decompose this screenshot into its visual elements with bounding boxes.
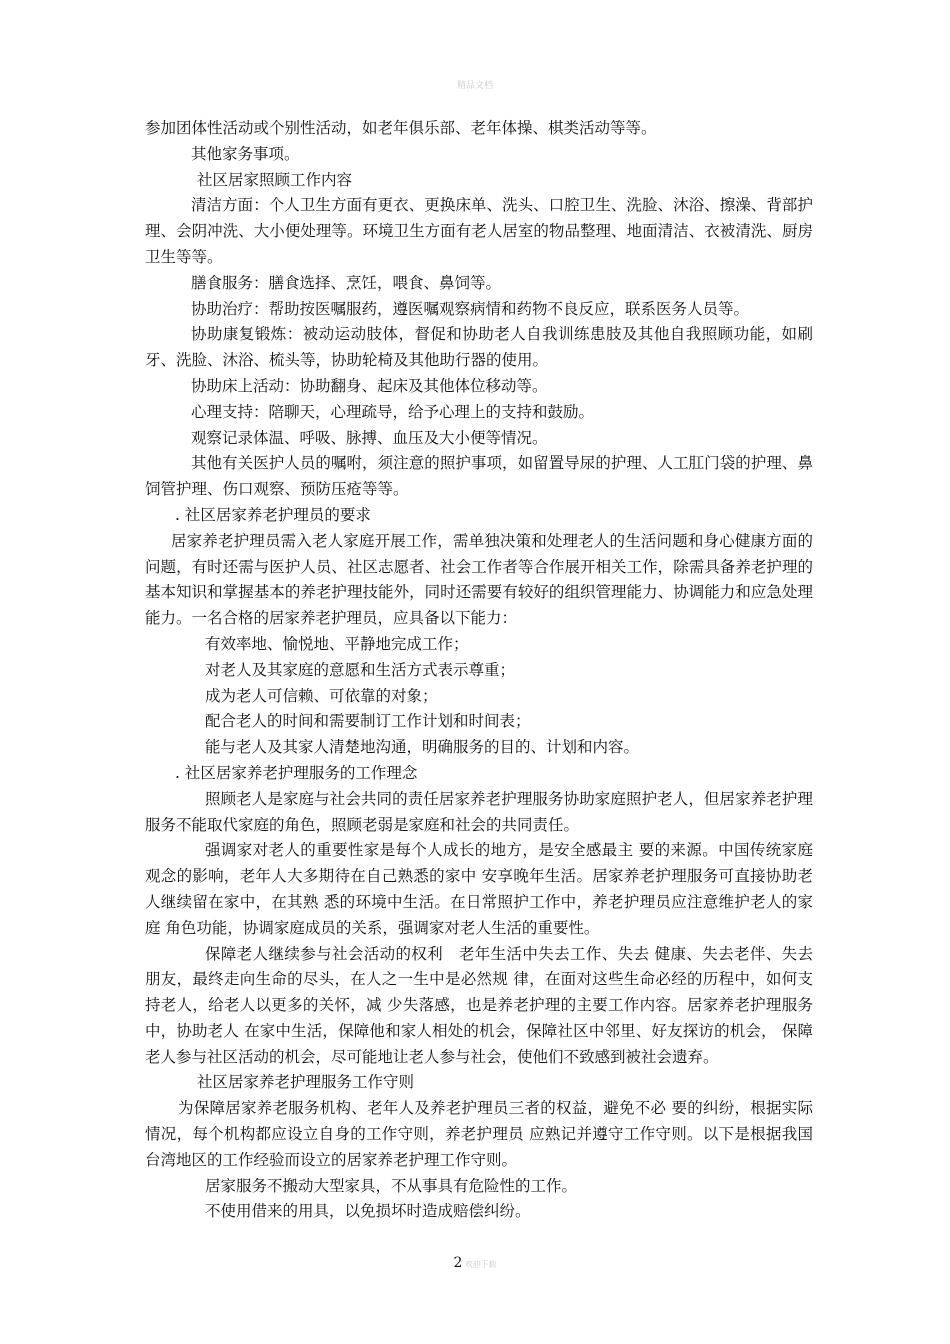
document-body <box>145 116 813 1225</box>
section-heading: . 社区居家养老护理服务的工作理念 <box>175 763 418 782</box>
paragraph: 为保障居家养老服务机构、老年人及养老护理员三者的权益，避免不必 要的纠纷，根据实际情况，每个机构都应设立自身的工作守则，养老护理员 应熟记并遵守工作守则。以下是根据我国台湾地区的工作经验而设立的居家养老护理工作守则。 <box>145 1099 813 1169</box>
paragraph: 协助康复锻炼：被动运动肢体，督促和协助老人自我训练患肢及其他自我照顾功能，如刷牙、洗脸、沐浴、梳头等，协助轮椅及其他助行器的使用。 <box>145 325 813 370</box>
list-item: 成为老人可信赖、可依靠的对象； <box>205 686 438 705</box>
paragraph: 清洁方面：个人卫生方面有更衣、更换床单、洗头、口腔卫生、洗脸、沐浴、擦澡、背部护理、会阴冲洗、大小便处理等。环境卫生方面有老人居室的物品整理、地面清洁、衣被清洗、厨房卫生等等。 <box>145 196 813 266</box>
section-heading: 社区居家照顾工作内容 <box>197 170 353 189</box>
paragraph: 其他有关医护人员的嘱咐，须注意的照护事项，如留置导尿的护理、人工肛门袋的护理、鼻饲管护理、伤口观察、预防压疮等等。 <box>145 454 813 499</box>
section-heading: . 社区居家养老护理员的要求 <box>175 505 371 524</box>
list-item: 有效率地、愉悦地、平静地完成工作； <box>205 634 469 653</box>
footer-watermark: 欢迎下载 <box>464 1260 497 1269</box>
list-item: 能与老人及其家人清楚地沟通，明确服务的目的、计划和内容。 <box>205 738 640 757</box>
paragraph: 观察记录体温、呼吸、脉搏、血压及大小便等情况。 <box>191 428 548 447</box>
paragraph: 居家服务不搬动大型家具，不从事具有危险性的工作。 <box>205 1176 578 1195</box>
page-footer <box>0 1255 950 1271</box>
page-number: 2 <box>453 1255 463 1271</box>
paragraph: 保障老人继续参与社会活动的权利 老年生活中失去工作、失去 健康、失去老伴、失去朋友，最终走向生命的尽头，在人之一生中是必然规 律，在面对这些生命必经的历程中，如何支持老人，给老人以更多的关怀，减 少失落感，也是养老护理的主要工作内容。居家养老护理服务中，协助老人 在家中生活，保障他和家人相处的机会，保障社区中邻里、好友探访的机会， 保障老人参与社区活动的机会，尽可能地让老人参与社会，使他们不致感到被社会遗弃。 <box>145 944 813 1066</box>
paragraph: 照顾老人是家庭与社会共同的责任居家养老护理服务协助家庭照护老人，但居家养老护理服务不能取代家庭的角色，照顾老弱是家庭和社会的共同责任。 <box>145 789 813 834</box>
paragraph: 心理支持：陪聊天，心理疏导，给予心理上的支持和鼓励。 <box>191 402 595 421</box>
list-item: 对老人及其家庭的意愿和生活方式表示尊重； <box>205 660 516 679</box>
paragraph: 协助治疗：帮助按医嘱服药，遵医嘱观察病情和药物不良反应，联系医务人员等。 <box>191 299 750 318</box>
section-heading: 社区居家养老护理服务工作守则 <box>197 1073 415 1092</box>
header-watermark: 精品文档 <box>456 81 493 91</box>
paragraph: 膳食服务：膳食选择、烹饪，喂食、鼻饲等。 <box>191 273 502 292</box>
paragraph: 协助床上活动：协助翻身、起床及其他体位移动等。 <box>191 376 548 395</box>
paragraph: 居家养老护理员需入老人家庭开展工作，需单独决策和处理老人的生活问题和身心健康方面的问题，有时还需与医护人员、社区志愿者、社会工作者等合作展开相关工作，除需具备养老护理的基本知识和掌握基本的养老护理技能外，同时还需要有较好的组织管理能力、协调能力和应急处理能力。一名合格的居家养老护理员，应具备以下能力： <box>145 531 813 628</box>
paragraph: 不使用借来的用具，以免损坏时造成赔偿纠纷。 <box>205 1202 531 1221</box>
paragraph: 参加团体性活动或个别性活动，如老年俱乐部、老年体操、棋类活动等等。 <box>145 119 657 137</box>
paragraph: 其他家务事项。 <box>191 144 300 163</box>
list-item: 配合老人的时间和需要制订工作计划和时间表； <box>205 712 531 731</box>
paragraph: 强调家对老人的重要性家是每个人成长的地方，是安全感最主 要的来源。中国传统家庭观念的影响，老年人大多期待在自己熟悉的家中 安享晚年生活。居家养老护理服务可直接协助老人继续留在家中，在其熟 悉的环境中生活。在日常照护工作中，养老护理员应注意维护老人的家庭 角色功能，协调家庭成员的关系，强调家对老人生活的重要性。 <box>145 841 813 937</box>
